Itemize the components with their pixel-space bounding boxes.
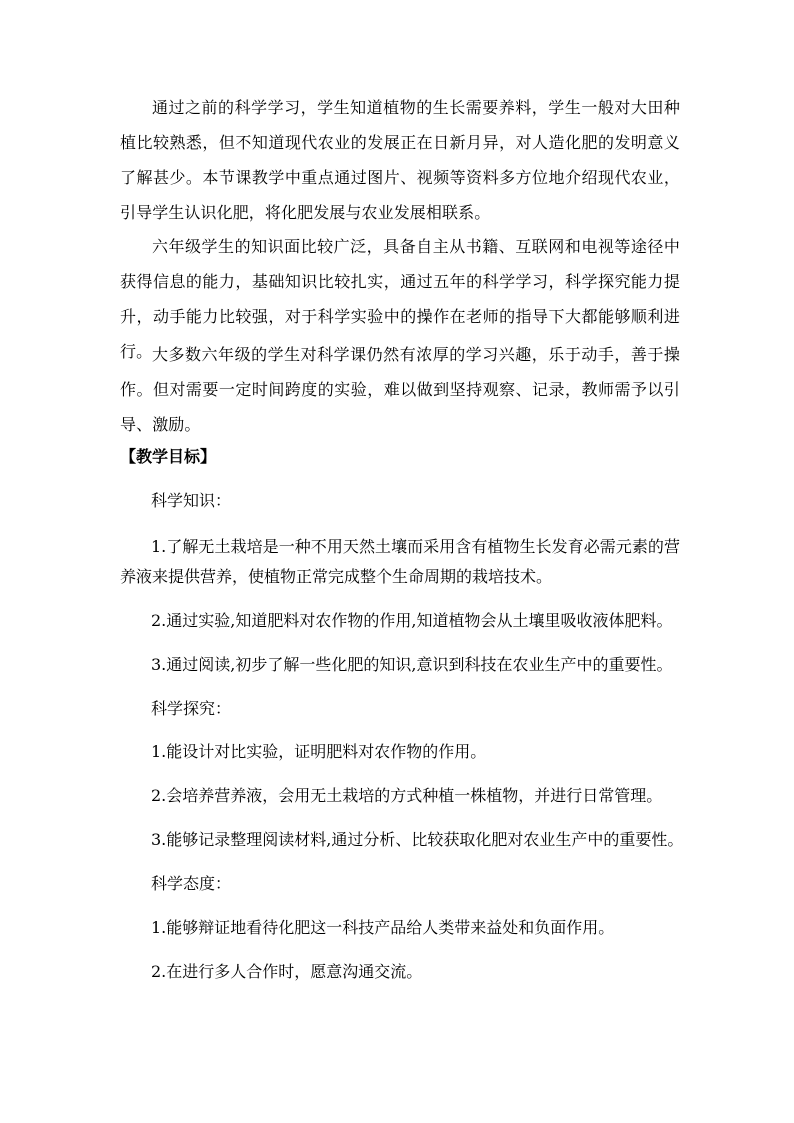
inquiry-label: 科学探究：	[151, 699, 232, 718]
inquiry-item-1: 1.能设计对比实验，证明肥料对农作物的作用。	[151, 742, 487, 761]
knowledge-item-1: 1.了解无土栽培是一种不用天然土壤而采用含有植物生长发育必需元素的营养液来提供营养，使植物正常完成整个生命周期的栽培技术。	[120, 537, 680, 586]
section-heading-objectives: 【教学目标】	[120, 447, 217, 466]
intro-paragraph-1: 通过之前的科学学习，学生知道植物的生长需要养料，学生一般对大田种植比较熟悉，但不知道现代农业的发展正在日新月异，对人造化肥的发明意义了解甚少。本节课教学中重点通过图片、视频等资料多方位地介绍现代农业，引导学生认识化肥，将化肥发展与农业发展相联系。	[120, 98, 680, 222]
attitude-item-2: 2.在进行多人合作时，愿意沟通交流。	[151, 962, 423, 981]
inquiry-item-3: 3.能够记录整理阅读材料,通过分析、比较获取化肥对农业生产中的重要性。	[151, 830, 684, 849]
intro-paragraph-3: 大多数六年级的学生对科学课仍然有浓厚的学习兴趣，乐于动手，善于操作。但对需要一定时间跨度的实验，难以做到坚持观察、记录，教师需予以引导、激励。	[120, 345, 680, 434]
inquiry-item-2: 2.会培养营养液，会用无土栽培的方式种植一株植物，并进行日常管理。	[151, 786, 663, 805]
attitude-item-1: 1.能够辩证地看待化肥这一科技产品给人类带来益处和负面作用。	[151, 918, 615, 937]
knowledge-item-2: 2.通过实验,知道肥料对农作物的作用,知道植物会从土壤里吸收液体肥料。	[151, 611, 673, 630]
knowledge-item-3: 3.通过阅读,初步了解一些化肥的知识,意识到科技在农业生产中的重要性。	[151, 655, 673, 674]
intro-paragraph-2: 六年级学生的知识面比较广泛，具备自主从书籍、互联网和电视等途径中获得信息的能力，基础知识比较扎实，通过五年的科学学习，科学探究能力提升，动手能力比较强，对于科学实验中的操作在老师的指导下大都能够顺利进行。	[120, 237, 680, 361]
attitude-label: 科学态度：	[151, 874, 232, 893]
knowledge-label: 科学知识：	[151, 491, 232, 510]
